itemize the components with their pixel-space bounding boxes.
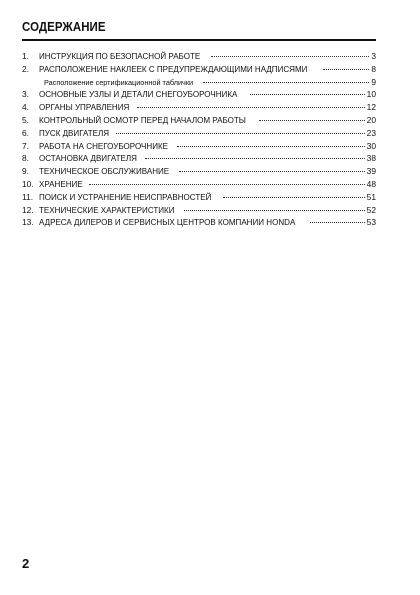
- toc-entry-page: 52: [366, 204, 376, 215]
- page-number: 2: [22, 556, 30, 571]
- dot-leader: [177, 145, 364, 147]
- toc-entry[interactable]: [22, 127, 376, 140]
- toc-entry-number: 2.: [22, 63, 29, 74]
- dot-leader: [145, 157, 365, 159]
- dot-leader: [259, 119, 365, 121]
- toc-entry-number: 1.: [22, 51, 29, 61]
- toc-entry-title: ТЕХНИЧЕСКОЕ ОБСЛУЖИВАНИЕ: [39, 166, 170, 177]
- toc-entry[interactable]: [22, 204, 376, 217]
- toc-entry-number: 3.: [22, 89, 29, 100]
- toc-entry-page: 10: [366, 89, 376, 100]
- toc-entry-number: 7.: [22, 140, 29, 151]
- toc-entry-title: КОНТРОЛЬНЫЙ ОСМОТР ПЕРЕД НАЧАЛОМ РАБОТЫ: [39, 114, 246, 125]
- toc-subentry[interactable]: [22, 76, 376, 89]
- toc-entry-title: ОСТАНОВКА ДВИГАТЕЛЯ: [39, 153, 137, 164]
- toc-entry[interactable]: [22, 101, 376, 114]
- toc-entry-page: 9: [371, 76, 376, 87]
- dot-leader: [211, 55, 369, 57]
- toc-entry-page: 8: [371, 63, 376, 74]
- toc-entry-number: 8.: [22, 153, 29, 164]
- toc-entry[interactable]: [22, 165, 376, 178]
- toc-entry-title: ХРАНЕНИЕ: [39, 178, 83, 189]
- toc-entry-number: 5.: [22, 114, 29, 125]
- dot-leader: [89, 183, 365, 185]
- toc-entry-number: 10.: [22, 178, 34, 189]
- toc-entry-page: 3: [371, 51, 376, 61]
- dot-leader: [250, 93, 365, 95]
- dot-leader: [116, 132, 365, 134]
- dot-leader: [323, 68, 370, 70]
- toc-entry-title: ПОИСК И УСТРАНЕНИЕ НЕИСПРАВНОСТЕЙ: [39, 191, 212, 202]
- dot-leader: [203, 81, 369, 83]
- toc-entry[interactable]: [22, 178, 376, 191]
- toc-entry-title: ПУСК ДВИГАТЕЛЯ: [39, 127, 110, 138]
- toc-entry-page: 53: [366, 217, 376, 228]
- toc-entry-page: 39: [366, 166, 376, 177]
- toc-entry-page: 30: [366, 140, 376, 151]
- toc-entry-page: 23: [366, 127, 376, 138]
- toc-entry-number: 9.: [22, 166, 29, 177]
- toc-entry[interactable]: [22, 191, 376, 204]
- toc-entry-number: 6.: [22, 127, 29, 138]
- toc-entry-page: 20: [366, 114, 376, 125]
- toc-entry[interactable]: [22, 152, 376, 165]
- toc-entry-number: 4.: [22, 102, 29, 113]
- toc-entry[interactable]: [22, 50, 376, 63]
- toc-entry-title: ОСНОВНЫЕ УЗЛЫ И ДЕТАЛИ СНЕГОУБОРОЧНИКА: [39, 89, 238, 100]
- toc-entry-page: 38: [366, 153, 376, 164]
- dot-leader: [310, 221, 365, 223]
- toc-entry-title: ОРГАНЫ УПРАВЛЕНИЯ: [39, 102, 130, 113]
- dot-leader: [179, 170, 365, 172]
- toc-entry[interactable]: [22, 140, 376, 153]
- toc-entry-page: 12: [366, 102, 376, 113]
- dot-leader: [184, 209, 365, 211]
- toc-entry-title: ТЕХНИЧЕСКИЕ ХАРАКТЕРИСТИКИ: [39, 204, 175, 215]
- toc-entry[interactable]: [22, 216, 376, 229]
- toc-entry-title: РАСПОЛОЖЕНИЕ НАКЛЕЕК С ПРЕДУПРЕЖДАЮЩИМИ НАДПИСЯМИ: [39, 63, 308, 74]
- page-title: СОДЕРЖАНИЕ: [22, 19, 106, 34]
- toc-entry-number: 12.: [22, 204, 34, 215]
- toc-entry-title: ИНСТРУКЦИЯ ПО БЕЗОПАСНОЙ РАБОТЕ: [39, 51, 201, 61]
- toc-entry-page: 48: [366, 178, 376, 189]
- table-of-contents: [22, 50, 376, 229]
- toc-entry-number: 11.: [22, 191, 34, 202]
- dot-leader: [137, 106, 365, 108]
- toc-entry-number: 13.: [22, 217, 34, 228]
- toc-entry[interactable]: [22, 88, 376, 101]
- toc-entry-title: АДРЕСА ДИЛЕРОВ И СЕРВИСНЫХ ЦЕНТРОВ КОМПАНИИ HONDA: [39, 217, 296, 228]
- toc-subentry-title: Расположение сертификационной таблички: [44, 77, 194, 87]
- toc-entry[interactable]: [22, 114, 376, 127]
- toc-entry[interactable]: [22, 63, 376, 76]
- toc-entry-page: 51: [366, 191, 376, 202]
- toc-entry-title: РАБОТА НА СНЕГОУБОРОЧНИКЕ: [39, 140, 169, 151]
- dot-leader: [223, 196, 365, 198]
- title-rule: [22, 39, 376, 41]
